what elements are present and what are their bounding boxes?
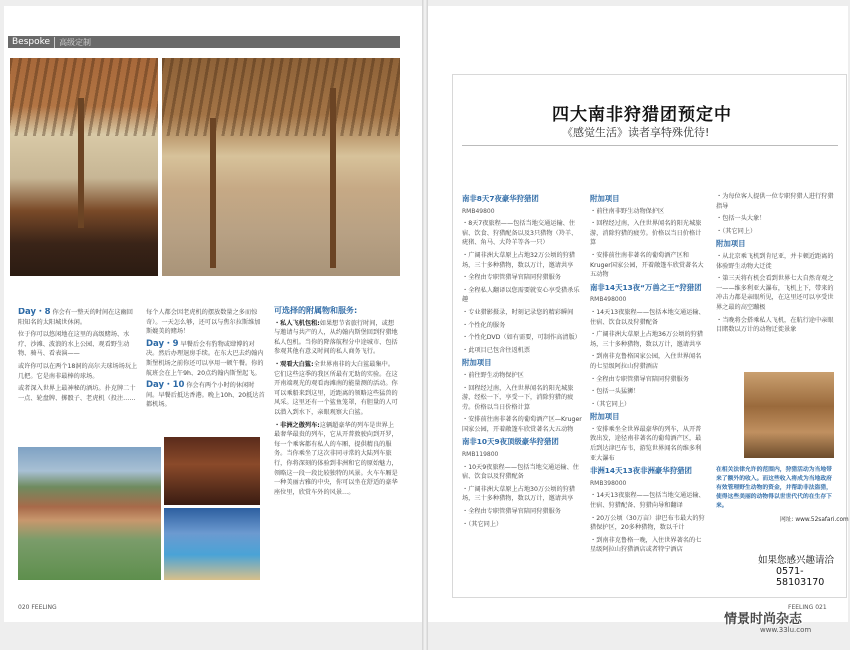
itinerary-day-8: Day・8 你会有一整天的时间在这幽回阳知名的太阳城世休闲。 <box>18 308 133 326</box>
bullet-icon: ・ <box>716 215 723 223</box>
package-item: ・8天7夜旅程——包括当地交通运输、住宿、饮食、狩猎配备以及3只猎物（羚羊、疣猪、角马、大羚羊等各一只） <box>462 220 578 247</box>
extras-heading: 可选择的附属物和服务: <box>274 306 358 315</box>
package-item: ・安排前往南非著名的葡萄酒产区—Kruger国家公园，开着敞篷车欣赏著名大五动物 <box>462 416 582 433</box>
package-item: ・为每位客人提供一位专职狩猎人进行狩猎指导 <box>716 193 834 210</box>
itinerary-day-10: Day・10 你会有两个小时的休闲时间。早餐后抵达香港。晚上10h、20抵达首都机场。 <box>146 380 265 409</box>
package-item: ・专业猎影摄录，时刻记录您的精彩瞬间 <box>462 308 574 316</box>
package-item: ・安排乘坐全世界最豪华的列车，从开普敦出发，途径南非著名的葡萄酒产区，最后到达津巴布韦，游览世界闻名的维多利亚大瀑布 <box>590 425 702 462</box>
left-column-3 <box>274 306 400 596</box>
title-divider <box>462 145 838 146</box>
bullet-icon: ・ <box>716 316 723 324</box>
contact-phone[interactable]: 0571-58103170 <box>776 566 825 588</box>
package-price: RMB498000 <box>590 296 627 304</box>
bullet-icon: ・ <box>716 227 723 235</box>
package-title: 附加项目 <box>590 412 620 422</box>
package-item: ・（其它同上） <box>716 227 757 235</box>
bullet-icon: ・ <box>462 286 469 294</box>
bullet-icon: ・ <box>590 207 597 215</box>
photo-resort-pool <box>164 508 260 580</box>
package-price: RMB49800 <box>462 207 495 215</box>
photo-sun-city-resort <box>18 447 161 580</box>
bullet-icon: ・ <box>462 371 469 379</box>
bullet-icon: ・ <box>462 416 469 424</box>
photo-lodge-dining <box>10 58 158 276</box>
left-column-1 <box>18 308 138 408</box>
bullet-icon: ・ <box>462 384 469 392</box>
package-item: ・全程私人翻译以您需要就安心享受猎杀乐趣 <box>462 286 580 304</box>
bullet-icon: ・ <box>590 400 597 408</box>
contact-title: 如果您感兴趣请洽 <box>758 555 835 566</box>
package-item: ・广阔非洲大草原上占地30万公顷的狩猎场，三十多种猎物，数以万计，邀请共享 <box>462 485 576 503</box>
bullet-icon: ・ <box>590 353 597 361</box>
package-item: ・前往野生动物保护区 <box>462 371 524 379</box>
ad-column-3 <box>716 192 838 368</box>
bullet-icon: ・ <box>590 308 597 316</box>
package-title: 南非14天13夜“万兽之王”狩猎团 <box>590 282 702 292</box>
section-header <box>8 36 400 48</box>
package-title: 附加项目 <box>716 239 746 249</box>
package-item: ・全程由专职管猎导官陪同狩猎服务 <box>590 375 689 383</box>
package-item: ・个性化的服务 <box>462 321 506 329</box>
package-item: ・当晚将会搭乘私人飞机，在航行途中亲眼目睹数以万计的动物迁徙景象 <box>716 316 834 334</box>
bullet-icon: ・ <box>462 308 469 316</box>
package-item: ・第三天将有机会看到世界七大自然奇观之一——维多利亚大瀑布，飞机上下，带来的冲击力都是亲眼所见，在这里还可以享受世界之最的高空蹦极 <box>716 275 834 311</box>
package-title: 附加项目 <box>590 194 620 203</box>
bullet-icon: ・ <box>716 252 723 260</box>
extra-private-jet: ・私人飞机包租:如果想节省旅行时间，或想与邀请与共产的人，从约翰内斯堡回到狩猎地私人包机。当你的降落航程分中途城市、包括参观其他有意义时间的私人商务飞行。 <box>274 319 398 356</box>
left-column-2 <box>146 308 266 428</box>
package-item: ・包括一头大象！ <box>716 215 766 223</box>
photo-lodge-lounge <box>162 58 400 276</box>
bullet-icon: ・ <box>590 220 597 228</box>
package-item: ・14天13夜旅程——包括当地交通运输、住宿、狩猎配备、狩猎向导和翻译 <box>590 492 705 510</box>
ad-subtitle: 《感觉生活》读者享特殊优待! <box>562 126 710 139</box>
package-price: RMB398000 <box>590 479 627 487</box>
bullet-icon: ・ <box>462 251 469 259</box>
package-item: ・回程经过南，入住世界闻名的阳光城旅游，消除狩猎的疲劳。价格以当日价格计算 <box>590 220 702 247</box>
bullet-icon: ・ <box>590 375 597 383</box>
package-title: 南非8天7夜豪华狩猎团 <box>462 194 539 203</box>
bullet-icon: ・ <box>590 388 597 396</box>
itinerary-paragraph: 位于你可以悠闲地在这里的高级赌场、水疗、沙滩、波浪的水上公园、观看野生动物、骑马、看表演—— <box>18 331 130 358</box>
bullet-icon: ・ <box>462 220 469 228</box>
bullet-icon: ・ <box>590 331 597 339</box>
package-price: RMB119800 <box>462 451 499 459</box>
bullet-icon: ・ <box>716 193 723 200</box>
bullet-icon: ・ <box>462 485 469 493</box>
package-item: ・回程经过南，入住世界闻名的阳光城旅游，经松一下，享受一下，消除狩猎的疲劳。价格以当日价格计算 <box>462 384 574 411</box>
bullet-icon: ・ <box>590 425 597 433</box>
watermark: 情景时尚杂志 <box>724 612 803 627</box>
bullet-icon: ・ <box>590 536 597 544</box>
photo-antelope <box>744 372 834 458</box>
bullet-icon: ・ <box>462 520 469 528</box>
ad-title: 四大南非狩猎团预定中 <box>552 105 732 125</box>
itinerary-day-9: Day・9 早餐后会有豹物或肆博的对决。然后办理退房手续。在东大巴去约翰内斯堡机场之前你还可以享用一顿午餐。你的航班会在上午9h、20点约翰内斯堡起飞。 <box>146 338 264 377</box>
itinerary-paragraph: 或许你可以在两个18洞的高尔夫球场场玩上几把。它是南非最棒的球场。 <box>18 362 138 380</box>
itinerary-paragraph: 每个人都会因老虎机的摆放数量之多而惊奇）。一天怎么够，还可以与焦尔拉斯维加斯媲美的赌场！ <box>146 309 261 336</box>
package-title: 南非10天9夜顶级豪华狩猎团 <box>462 437 559 447</box>
right-page-footer: FEELING 021 <box>788 604 827 611</box>
ad-caption: 在相关法律允许的范围内，狩猎活动为当地带来了额外的收入。而这些收入将成为当地政府有效管理野生动物的资金，并帮助非法盗猎，使得这些美丽的动物得以世世代代的在生存下来。 <box>716 467 832 509</box>
package-item: ・个性化DVD（如有需要，可制作高清版） <box>462 334 581 342</box>
package-item: ・此项目已包含往返机票 <box>462 346 531 354</box>
section-subtitle: 高级定制 <box>54 37 91 48</box>
package-title: 附加项目 <box>462 358 492 368</box>
package-item: ・广阔非洲大草原上占地32万公顷的狩猎场，三十多种猎物，数以万计，邀请共享 <box>462 251 576 269</box>
package-item: ・10天9夜旅程——包括当地交通运输、住宿、饮食以及狩猎配备 <box>462 463 579 481</box>
package-title: 非洲14天13夜非洲豪华狩猎团 <box>590 466 692 476</box>
package-item: ・到南非克鲁格一晚，入住世界著名的七星级阿拉山狩猎酒店或者特宁酒店 <box>590 536 702 554</box>
ad-column-1 <box>462 192 582 592</box>
extra-pride-of-africa: ・非洲之傲列车:这辆超豪华的列车是世界上最奢华最贵的列车，它从开普敦驶向到开罗，每一个乘客都有私人的车厢，提供精良的服务。当你乘坐了这次非同寻常的大陆列车旅行，你将深刻的体验到非洲和它的原始魅力，领略这一段一段比较独特的风景。火车车厢是一种美丽古雅的中央，你可以坐在舒适的豪华座位里，欣赏车外的风景…。 <box>274 421 398 496</box>
package-item: ・全程由专职管猎导官陪同狩猎服务 <box>462 508 561 516</box>
package-item: ・（其它同上） <box>590 400 631 408</box>
package-item: ・全程由专职管猎导官陪同狩猎服务 <box>462 274 561 282</box>
bullet-icon: ・ <box>462 463 469 471</box>
bullet-icon: ・ <box>462 321 469 329</box>
watermark-url: www.33lu.com <box>760 626 812 634</box>
package-item: ・14天13夜旅程——包括本地交通运输、住宿、饮食以及狩猎配备 <box>590 308 705 326</box>
bullet-icon: ・ <box>462 508 469 516</box>
left-page-footer: 020 FEELING <box>18 604 57 611</box>
bullet-icon: ・ <box>716 275 723 283</box>
package-item: ・安排前往南非著名的葡萄酒产区和Kruger国家公园，开着敞篷车欣赏著名大五动物 <box>590 251 704 279</box>
package-item: ・20万公顷（30万亩）津巴布韦最大的狩猎保护区，20多种猎物，数以千计 <box>590 514 705 532</box>
package-item: ・前往南非野生动物保护区 <box>590 207 665 215</box>
bullet-icon: ・ <box>462 334 469 342</box>
itinerary-paragraph: 或者深入世界上最神秘的酒坊。扑克牌二十一点、轮盘牌、掷骰子、老虎机（投注…… <box>18 385 136 402</box>
package-item: ・包括一头猛狮！ <box>590 388 640 396</box>
package-item: ・从北京乘飞机到肯尼亚，并卡顿近距离的体验野生动物大迁徙 <box>716 252 834 270</box>
page-gutter <box>422 0 428 650</box>
section-brand: Bespoke <box>12 37 51 47</box>
bullet-icon: ・ <box>590 514 597 522</box>
package-item: ・到南非克鲁格国家公园，入住世界闻名的七星级阿拉山狩猎酒店 <box>590 353 702 370</box>
ad-column-2 <box>590 192 706 592</box>
extra-white-shark: ・观看大白鲨:全世界南非的大白鲨最集中。它们这些这季的我区所最有无助的实验。在这开南端观光的观看海滩南的能量测的活动。你可以乘船来到这里，近距离的领略这些猛兽的风采。这里还有一个鲨鱼笼罩，有胆量的人可以潜入到水下，亲眼观察大白鲨。 <box>274 360 398 416</box>
bullet-icon: ・ <box>462 346 469 354</box>
bullet-icon: ・ <box>590 251 597 259</box>
package-item: ・（其它同上） <box>462 520 503 528</box>
bullet-icon: ・ <box>462 274 469 282</box>
photo-casino-interior <box>164 437 260 505</box>
bullet-icon: ・ <box>590 492 597 500</box>
website[interactable]: 网址: www.52safari.com <box>780 517 849 523</box>
package-item: ・广阔非洲大草原上占地36万公顷的狩猎场，三十多种猎物，数以万计，邀请共享 <box>590 331 704 348</box>
